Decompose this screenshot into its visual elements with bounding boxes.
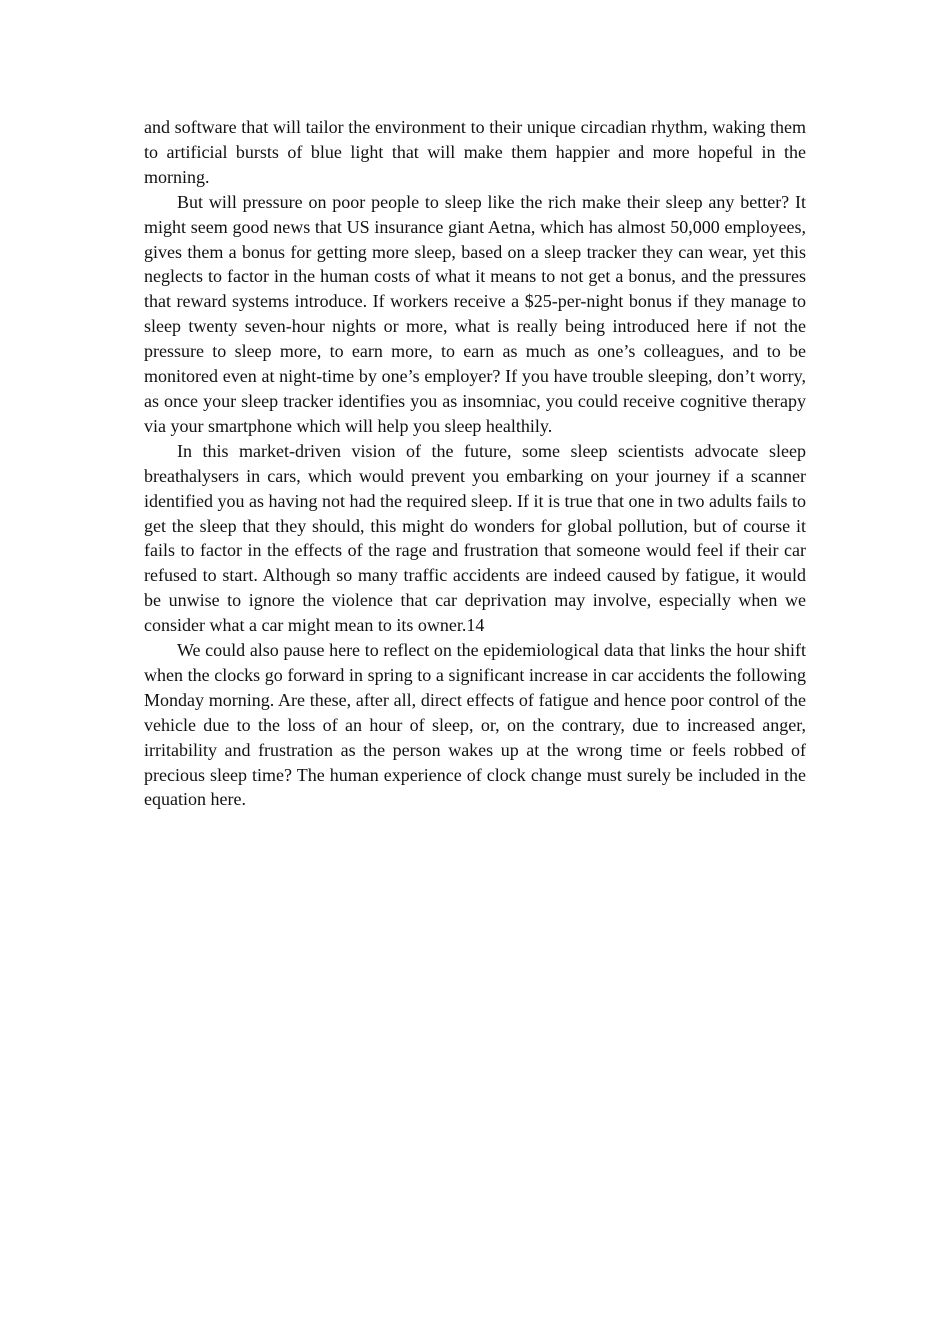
paragraph-sleep-pressure: But will pressure on poor people to sleep like the rich make their sleep any better? It might seem good news that US insurance giant Aetna, which has almost 50,000 employees, gives them a bonus for getting more sleep, based on a sleep tracker they can wear, yet this neglects to factor in the human costs of what it means to not get a bonus, and the pressures that reward systems introduce. If workers receive a $25-per-night bonus if they manage to sleep twenty seven-hour nights or more, what is really being introduced here if not the pressure to sleep more, to earn more, to earn as much as one’s colleagues, and to be monitored even at night-time by one’s employer? If you have trouble sleeping, don’t worry, as once your sleep tracker identifies you as insomniac, you could receive cognitive therapy via your smartphone which will help you sleep healthily. <box>144 191 806 436</box>
paragraph-clock-change: We could also pause here to reflect on the epidemiological data that links the hour shift when the clocks go forward in spring to a significant increase in car accidents the following Monday morning. Are these, after all, direct effects of fatigue and hence poor control of the vehicle due to the loss of an hour of sleep, or, on the contrary, due to increased anger, irritability and frustration as the person wakes up at the wrong time or feels robbed of precious sleep time? The human experience of clock change must surely be included in the equation here. <box>144 640 806 810</box>
paragraph-continued: and software that will tailor the environment to their unique circadian rhythm, waking them to artificial bursts of blue light that will make them happier and more hopeful in the morning. <box>144 117 806 187</box>
paragraph-market-driven-vision: In this market-driven vision of the future, some sleep scientists advocate sleep breathalysers in cars, which would prevent you embarking on your journey if a scanner identified you as having not had the required sleep. If it is true that one in two adults fails to get the sleep that they should, this might do wonders for global pollution, but of course it fails to factor in the effects of the rage and frustration that someone would feel if their car refused to start. Although so many traffic accidents are indeed caused by fatigue, it would be unwise to ignore the violence that car deprivation may involve, especially when we consider what a car might mean to its owner.14 <box>144 440 806 636</box>
body-text <box>144 115 806 812</box>
